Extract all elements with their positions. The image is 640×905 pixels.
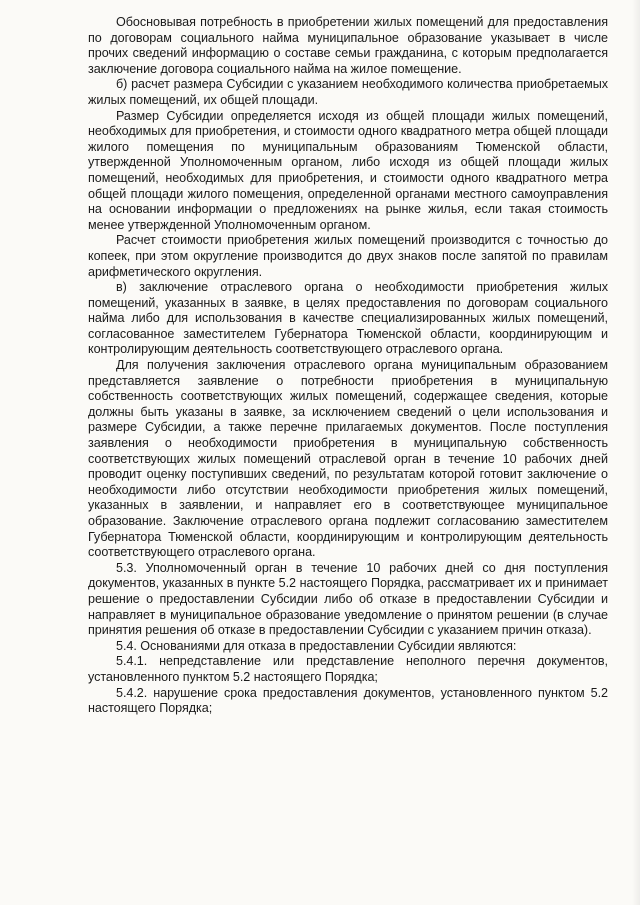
paragraph-housing-need: Обосновывая потребность в приобретении жилых помещений для предоставления по договорам социального найма муниципальное образование указывает в числе прочих сведений информацию о составе семьи гражданина, с которым предполагается заключение договора социального найма на жилое помещение. (88, 15, 608, 76)
paragraph-item-v: в) заключение отраслевого органа о необходимости приобретения жилых помещений, указанных в заявке, в целях предоставления по договорам социального найма либо для использования в качестве специализированных жилых помещений, согласованное заместителем Губернатора Тюменской области, координирующим и контролирующим деятельность соответствующего отраслевого органа. (88, 280, 608, 357)
paragraph-5-4-1: 5.4.1. непредставление или представление неполного перечня документов, установленного пунктом 5.2 настоящего Порядка; (88, 654, 608, 684)
paragraph-item-b: б) расчет размера Субсидии с указанием необходимого количества приобретаемых жилых помещений, их общей площади. (88, 77, 608, 107)
paragraph-conclusion-procedure: Для получения заключения отраслевого органа муниципальным образованием представляется заявление о потребности приобретения в муниципальную собственность соответствующих жилых помещений, содержащее сведения, которые должны быть указаны в заявке, за исключением сведений о цели использования и размере Субсидии, а также перечне прилагаемых документов. После поступления заявления о необходимости приобретения в муниципальную собственность соответствующих жилых помещений отраслевой орган в течение 10 рабочих дней проводит оценку поступивших сведений, по результатам которой готовит заключение о необходимости либо отсутствии необходимости приобретения жилых помещений, указанных в заявлении, и направляет его в соответствующее муниципальное образование. Заключение отраслевого органа подлежит согласованию заместителем Губернатора Тюменской области, координирующим и контролирующим деятельность соответствующего отраслевого органа. (88, 358, 608, 560)
paragraph-5-3: 5.3. Уполномоченный орган в течение 10 рабочих дней со дня поступления документов, указанных в пункте 5.2 настоящего Порядка, рассматривает их и принимает решение о предоставлении Субсидии либо об отказе в предоставлении Субсидии и направляет в муниципальное образование уведомление о принятом решении (в случае принятия решения об отказе в предоставлении Субсидии с указанием причин отказа). (88, 560, 608, 638)
document-body (88, 15, 608, 717)
paragraph-5-4: 5.4. Основаниями для отказа в предоставлении Субсидии являются: (116, 638, 517, 653)
scan-edge-shadow (632, 0, 640, 905)
paragraph-cost-calculation: Расчет стоимости приобретения жилых помещений производится с точностью до копеек, при этом округление производится до двух знаков после запятой по правилам арифметического округления. (88, 233, 608, 279)
paragraph-subsidy-size: Размер Субсидии определяется исходя из общей площади жилых помещений, необходимых для приобретения, и стоимости одного квадратного метра общей площади жилого помещения по муниципальным образованиям Тюменской области, утвержденной Уполномоченным органом, либо исходя из общей площади жилых помещений, необходимых для приобретения, и стоимости одного квадратного метра общей площади жилого помещения, определенной органами местного самоуправления на основании информации о предложениях на рынке жилья, если такая стоимость менее утвержденной Уполномоченным органом. (88, 108, 608, 232)
paragraph-5-4-2: 5.4.2. нарушение срока предоставления документов, установленного пунктом 5.2 настоящего Порядка; (88, 685, 608, 716)
